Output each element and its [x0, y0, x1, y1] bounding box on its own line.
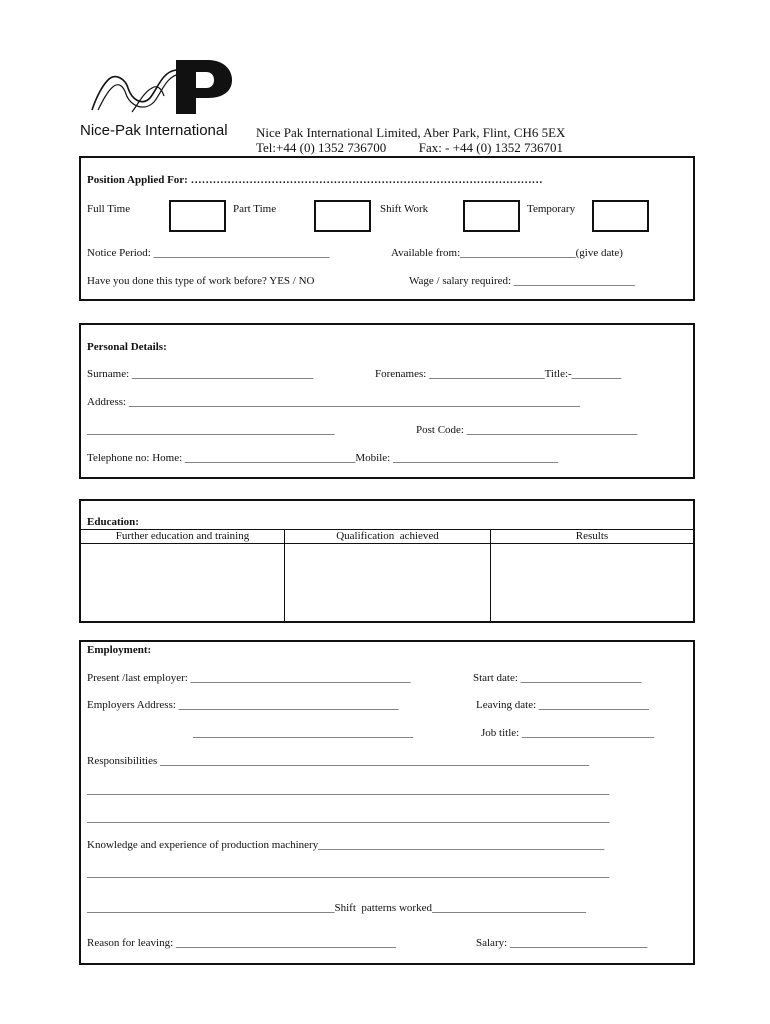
full-time-checkbox[interactable]: [169, 200, 226, 232]
job-title-field[interactable]: Job title: ________________________: [481, 727, 654, 739]
address-line2-field[interactable]: _____________________________________________: [87, 424, 335, 436]
position-applied-label[interactable]: Position Applied For: ……………………………………………………………………………………: [87, 174, 543, 186]
education-col-results: Results: [575, 530, 609, 542]
machinery-knowledge-field[interactable]: Knowledge and experience of production machinery____________________________________________________: [87, 839, 605, 851]
responsibilities-field[interactable]: Responsibilities ______________________________________________________________________________: [87, 755, 590, 767]
education-results-cell[interactable]: [492, 545, 692, 620]
part-time-label: Part Time: [233, 203, 277, 215]
responsibilities-line[interactable]: _______________________________________________________________________________________________: [87, 784, 610, 796]
telephone-field[interactable]: Telephone no: Home: _______________________________Mobile: ______________________________: [87, 452, 558, 464]
employment-section: [79, 640, 695, 965]
forenames-title-field[interactable]: Forenames: _____________________Title:-_________: [375, 368, 622, 380]
temporary-checkbox[interactable]: [592, 200, 649, 232]
education-column-divider: [490, 529, 491, 621]
employer-field[interactable]: Present /last employer: ________________________________________: [87, 672, 411, 684]
notice-period-field[interactable]: Notice Period: ________________________________: [87, 247, 330, 259]
company-contact: Tel:+44 (0) 1352 736700 Fax: - +44 (0) 1352 736701: [256, 140, 563, 155]
surname-field[interactable]: Surname: _________________________________: [87, 368, 314, 380]
education-heading: Education:: [87, 516, 139, 528]
leaving-date-field[interactable]: Leaving date: ____________________: [476, 699, 649, 711]
personal-details-heading: Personal Details:: [87, 341, 167, 353]
shift-work-label: Shift Work: [380, 203, 429, 215]
responsibilities-line[interactable]: _______________________________________________________________________________________________: [87, 812, 610, 824]
employment-heading: Employment:: [87, 644, 152, 656]
shift-patterns-blank: _____________________________________________: [87, 902, 335, 914]
shift-patterns-blank: ____________________________: [431, 902, 586, 914]
reason-for-leaving-field[interactable]: Reason for leaving: ________________________________________: [87, 937, 396, 949]
logo-wordmark: Nice-Pak International: [80, 122, 228, 139]
machinery-knowledge-line[interactable]: _______________________________________________________________________________________________: [87, 867, 610, 879]
salary-field[interactable]: Salary: _________________________: [476, 937, 648, 949]
education-col-qualification: Qualification achieved: [336, 530, 439, 542]
shift-patterns-field[interactable]: [87, 902, 586, 914]
full-time-label: Full Time: [87, 203, 131, 215]
education-training-cell[interactable]: [82, 545, 283, 620]
employers-address-line2-field[interactable]: ________________________________________: [193, 727, 413, 739]
part-time-checkbox[interactable]: [314, 200, 371, 232]
available-from-field[interactable]: Available from:_____________________(give date): [391, 247, 623, 259]
education-header-bottom-rule: [81, 543, 693, 544]
education-qualification-cell[interactable]: [286, 545, 489, 620]
employers-address-field[interactable]: Employers Address: ________________________________________: [87, 699, 399, 711]
education-col-training: Further education and training: [115, 530, 250, 542]
wage-field[interactable]: Wage / salary required: ______________________: [409, 275, 635, 287]
start-date-field[interactable]: Start date: ______________________: [473, 672, 642, 684]
postcode-field[interactable]: Post Code: _______________________________: [416, 424, 638, 436]
address-field[interactable]: Address: __________________________________________________________________________________: [87, 396, 580, 408]
company-address: Nice Pak International Limited, Aber Park, Flint, CH6 5EX: [256, 125, 566, 140]
done-before-question[interactable]: Have you done this type of work before? YES / NO: [87, 275, 315, 287]
shift-work-checkbox[interactable]: [463, 200, 520, 232]
temporary-label: Temporary: [527, 203, 576, 215]
nice-pak-logo-icon: [88, 58, 238, 118]
shift-patterns-label: Shift patterns worked: [334, 902, 432, 914]
education-column-divider: [284, 529, 285, 621]
